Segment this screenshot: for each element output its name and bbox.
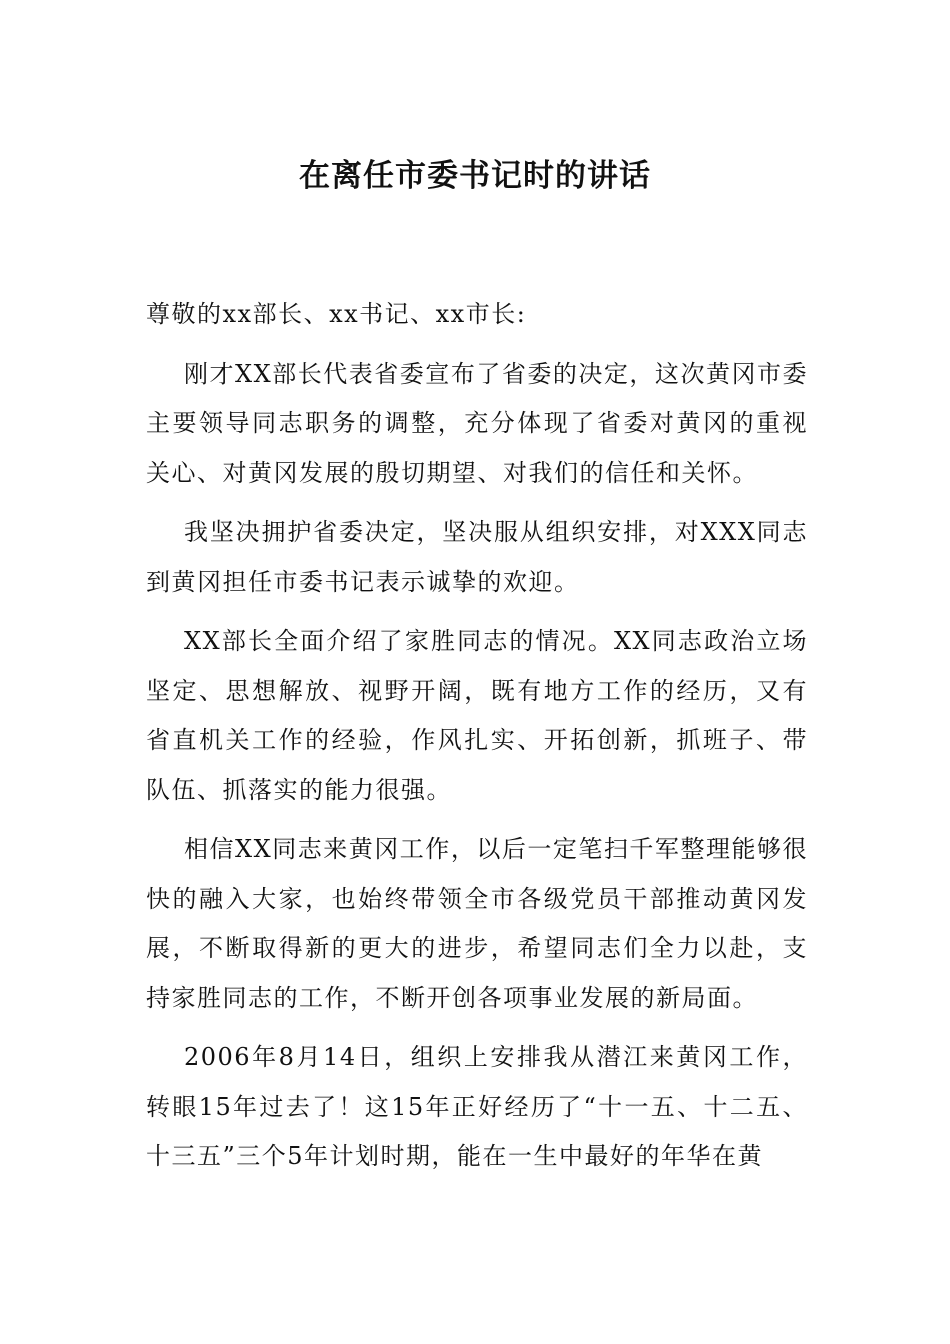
paragraph-1: 刚才XX部长代表省委宣布了省委的决定，这次黄冈市委主要领导同志职务的调整，充分体现了省委对黄冈的重视关心、对黄冈发展的殷切期望、对我们的信任和关怀。 [146,359,808,487]
salutation: 尊敬的xx部长、xx书记、xx市长: [146,300,527,328]
paragraph-2: 我坚决拥护省委决定，坚决服从组织安排，对XXX同志到黄冈担任市委书记表示诚挚的欢迎。 [146,518,808,596]
paragraph-5: 2006年8月14日，组织上安排我从潜江来黄冈工作，转眼15年过去了！这15年正好经历了“十一五、十二五、十三五”三个5年计划时期，能在一生中最好的年华在黄 [146,1043,808,1170]
paragraph-4: 相信XX同志来黄冈工作，以后一定笔扫千军整理能够很快的融入大家，也始终带领全市各级党员干部推动黄冈发展，不断取得新的更大的进步，希望同志们全力以赴，支持家胜同志的工作，不断开创各项事业发展的新局面。 [146,835,808,1012]
document-body [146,290,808,1192]
document-title: 在离任市委书记时的讲话 [299,158,651,194]
paragraph-3: XX部长全面介绍了家胜同志的情况。XX同志政治立场坚定、思想解放、视野开阔，既有地方工作的经历，又有省直机关工作的经验，作风扎实、开拓创新，抓班子、带队伍、抓落实的能力很强。 [146,627,808,804]
